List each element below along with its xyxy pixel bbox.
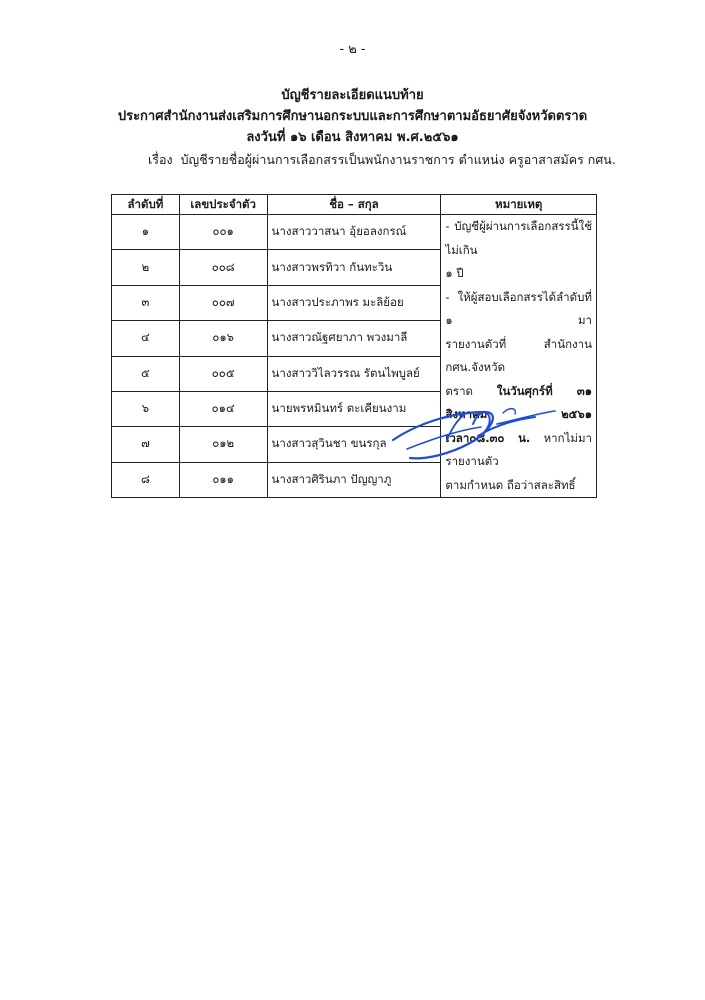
table-header-row (112, 195, 597, 215)
note-absence: หากไม่มารายงานตัว (445, 430, 592, 468)
row-name: นางสาวณัฐศยาภา พวงมาลี (267, 321, 441, 356)
row-id: ๐๐๑ (179, 215, 267, 250)
table-row (112, 215, 597, 250)
row-id: ๐๑๑ (179, 462, 267, 497)
note-line-report-instruction: - ให้ผู้สอบเลือกสรรได้ลำดับที่ ๑ มา (445, 289, 592, 327)
signature-icon (385, 400, 565, 465)
note-line-forfeit: ตามกำหนด ถือว่าสละสิทธิ์ (445, 477, 576, 492)
row-order: ๓ (112, 285, 180, 320)
heading-announcement: ประกาศสำนักงานส่งเสริมการศึกษานอกระบบและการศึกษาตามอัธยาศัยจังหวัดตราด (117, 109, 588, 124)
note-line-validity-period: ๑ ปี (445, 266, 464, 280)
note-date: ในวันศุกร์ที่ ๓๑ สิงหาคม ๒๕๖๑ (445, 383, 592, 421)
row-order: ๔ (112, 321, 180, 356)
subject-text: บัญชีรายชื่อผู้ผ่านการเลือกสรรเป็นพนักงานราชการ ตำแหน่ง ครูอาสาสมัคร กศน. (180, 152, 616, 167)
row-id: ๐๑๔ (179, 391, 267, 426)
row-id: ๐๐๘ (179, 250, 267, 285)
row-id: ๐๐๗ (179, 285, 267, 320)
note-province: ตราด (445, 383, 497, 398)
row-name: นางสาวศิรินภา ปัญญาภู (267, 462, 441, 497)
row-order: ๘ (112, 462, 180, 497)
row-order: ๑ (112, 215, 180, 250)
row-id: ๐๐๕ (179, 356, 267, 391)
row-name: นางสาวพรทิวา กันทะวิน (267, 250, 441, 285)
header-name: ชื่อ – สกุล (267, 195, 441, 215)
heading-title: บัญชีรายละเอียดแนบท้าย (281, 88, 424, 103)
row-name: นายพรหมินทร์ ตะเคียนงาม (267, 391, 441, 426)
note-line-report-place: รายงานตัวที่ สำนักงาน กศน.จังหวัด (445, 336, 592, 374)
row-order: ๗ (112, 427, 180, 462)
note-time: เวลา๐๘.๓๐ น. (445, 430, 531, 445)
header-note: หมายเหตุ (441, 195, 597, 215)
header-id: เลขประจำตัว (179, 195, 267, 215)
row-id: ๐๑๖ (179, 321, 267, 356)
row-name: นางสาววิไลวรรณ รัตนไพบูลย์ (267, 356, 441, 391)
subject-label: เรื่อง (148, 152, 173, 167)
header-order: ลำดับที่ (112, 195, 180, 215)
row-order: ๕ (112, 356, 180, 391)
page-number: - ๒ - (339, 42, 366, 57)
row-order: ๒ (112, 250, 180, 285)
row-name: นางสาวประภาพร มะลิย้อย (267, 285, 441, 320)
row-id: ๐๑๒ (179, 427, 267, 462)
heading-date: ลงวันที่ ๑๖ เดือน สิงหาคม พ.ศ.๒๕๖๑ (246, 130, 459, 145)
subject-line (148, 150, 688, 170)
row-order: ๖ (112, 391, 180, 426)
note-line-validity: - บัญชีผู้ผ่านการเลือกสรรนี้ใช้ไม่เกิน (445, 219, 592, 257)
row-name: นางสาวสุวินชา ขนรกุล (267, 427, 441, 462)
row-name: นางสาววาสนา อุ้ยอลงกรณ์ (267, 215, 441, 250)
